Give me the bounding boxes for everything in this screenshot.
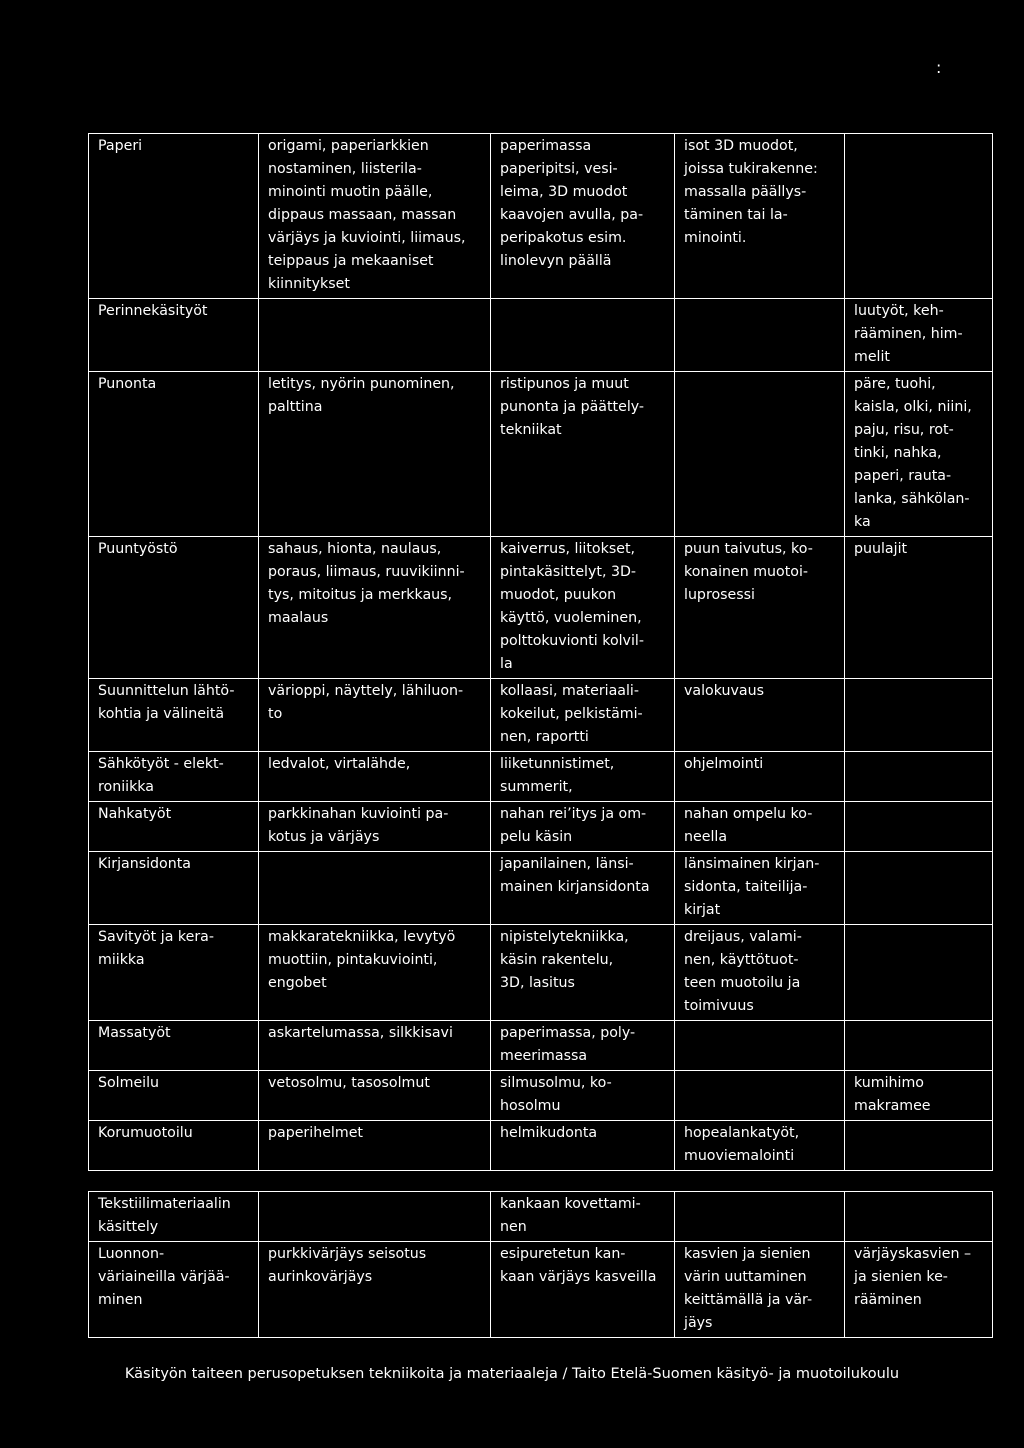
table-row bbox=[89, 1192, 993, 1242]
table-cell bbox=[845, 679, 993, 752]
table-row bbox=[89, 925, 993, 1021]
table-cell: esipuretetun kan- kaan värjäys kasveilla bbox=[491, 1242, 675, 1338]
table-cell: nahan ompelu ko- neella bbox=[675, 802, 845, 852]
table-row bbox=[89, 299, 993, 372]
table-gap bbox=[89, 1171, 993, 1192]
row-heading-cell: Massatyöt bbox=[89, 1021, 259, 1071]
row-heading-cell: Suunnittelun lähtö- kohtia ja välineitä bbox=[89, 679, 259, 752]
table-cell: ledvalot, virtalähde, bbox=[259, 752, 491, 802]
row-heading-cell: Tekstiilimateriaalin käsittely bbox=[89, 1192, 259, 1242]
page-footer: Käsityön taiteen perusopetuksen tekniikoita ja materiaaleja / Taito Etelä-Suomen käsityö- ja muotoilukoulu bbox=[124, 1366, 900, 1382]
table-cell: paperimassa paperipitsi, vesi- leima, 3D muodot kaavojen avulla, pa- peripakotus esim. linolevyn päällä bbox=[491, 134, 675, 299]
table-cell bbox=[259, 299, 491, 372]
table-row bbox=[89, 1121, 993, 1171]
corner-mark: : bbox=[936, 58, 942, 77]
table-gap-cell bbox=[89, 1171, 993, 1192]
table-cell bbox=[259, 852, 491, 925]
table-row bbox=[89, 1242, 993, 1338]
table-cell bbox=[845, 1021, 993, 1071]
row-heading-cell: Paperi bbox=[89, 134, 259, 299]
row-heading-cell: Solmeilu bbox=[89, 1071, 259, 1121]
table-cell bbox=[845, 134, 993, 299]
row-heading-cell: Kirjansidonta bbox=[89, 852, 259, 925]
table-cell: liiketunnistimet, summerit, bbox=[491, 752, 675, 802]
row-heading-cell: Perinnekäsityöt bbox=[89, 299, 259, 372]
table-cell bbox=[845, 1192, 993, 1242]
techniques-table bbox=[88, 133, 993, 1338]
table-cell: purkkivärjäys seisotus aurinkovärjäys bbox=[259, 1242, 491, 1338]
table-cell bbox=[675, 1021, 845, 1071]
row-heading-cell: Punonta bbox=[89, 372, 259, 537]
table-cell bbox=[675, 1192, 845, 1242]
table-cell bbox=[675, 372, 845, 537]
row-heading-cell: Korumuotoilu bbox=[89, 1121, 259, 1171]
table-cell: japanilainen, länsi- mainen kirjansidonta bbox=[491, 852, 675, 925]
table-cell: luutyöt, keh- rääminen, him- melit bbox=[845, 299, 993, 372]
table-cell: hopealankatyöt, muoviemalointi bbox=[675, 1121, 845, 1171]
table-cell: kaiverrus, liitokset, pintakäsittelyt, 3D- muodot, puukon käyttö, vuoleminen, polttokuvionti kolvil- la bbox=[491, 537, 675, 679]
table-cell: paperihelmet bbox=[259, 1121, 491, 1171]
row-heading-cell: Savityöt ja kera- miikka bbox=[89, 925, 259, 1021]
table-cell bbox=[845, 852, 993, 925]
table-cell: kumihimo makramee bbox=[845, 1071, 993, 1121]
table-row bbox=[89, 1071, 993, 1121]
table-cell: kankaan kovettami- nen bbox=[491, 1192, 675, 1242]
table-cell: isot 3D muodot, joissa tukirakenne: massalla päällys- täminen tai la- minointi. bbox=[675, 134, 845, 299]
row-heading-cell: Luonnon- väriaineilla värjää- minen bbox=[89, 1242, 259, 1338]
table-cell: värjäyskasvien – ja sienien ke- rääminen bbox=[845, 1242, 993, 1338]
table-cell bbox=[845, 802, 993, 852]
table-cell bbox=[845, 752, 993, 802]
table-cell bbox=[491, 299, 675, 372]
table-cell bbox=[675, 1071, 845, 1121]
table-cell: helmikudonta bbox=[491, 1121, 675, 1171]
table-row bbox=[89, 852, 993, 925]
table-cell: letitys, nyörin punominen, palttina bbox=[259, 372, 491, 537]
table-row bbox=[89, 537, 993, 679]
table-cell: länsimainen kirjan- sidonta, taiteilija- kirjat bbox=[675, 852, 845, 925]
row-heading-cell: Nahkatyöt bbox=[89, 802, 259, 852]
row-heading-cell: Sähkötyöt - elekt- roniikka bbox=[89, 752, 259, 802]
table-cell: puun taivutus, ko- konainen muotoi- luprosessi bbox=[675, 537, 845, 679]
row-heading-cell: Puuntyöstö bbox=[89, 537, 259, 679]
table-cell bbox=[845, 1121, 993, 1171]
table-cell: kasvien ja sienien värin uuttaminen keittämällä ja vär- jäys bbox=[675, 1242, 845, 1338]
table-row bbox=[89, 372, 993, 537]
table-cell: vetosolmu, tasosolmut bbox=[259, 1071, 491, 1121]
table-cell: nahan rei’itys ja om- pelu käsin bbox=[491, 802, 675, 852]
table-cell: silmusolmu, ko- hosolmu bbox=[491, 1071, 675, 1121]
table-cell: ohjelmointi bbox=[675, 752, 845, 802]
table-row bbox=[89, 134, 993, 299]
table-cell: ristipunos ja muut punonta ja päättely- tekniikat bbox=[491, 372, 675, 537]
table-row bbox=[89, 802, 993, 852]
table-cell: kollaasi, materiaali- kokeilut, pelkistämi- nen, raportti bbox=[491, 679, 675, 752]
table-cell: parkkinahan kuviointi pa- kotus ja värjäys bbox=[259, 802, 491, 852]
table-cell bbox=[675, 299, 845, 372]
table-cell bbox=[259, 1192, 491, 1242]
table-row bbox=[89, 752, 993, 802]
table-row bbox=[89, 1021, 993, 1071]
table-cell: dreijaus, valami- nen, käyttötuot- teen muotoilu ja toimivuus bbox=[675, 925, 845, 1021]
table-cell bbox=[845, 925, 993, 1021]
table-cell: makkaratekniikka, levytyö muottiin, pintakuviointi, engobet bbox=[259, 925, 491, 1021]
table-cell: paperimassa, poly- meerimassa bbox=[491, 1021, 675, 1071]
table-cell: origami, paperiarkkien nostaminen, liisterila- minointi muotin päälle, dippaus massaan, massan värjäys ja kuviointi, liimaus, teippaus ja mekaaniset kiinnitykset bbox=[259, 134, 491, 299]
table-row bbox=[89, 679, 993, 752]
table-cell: värioppi, näyttely, lähiluon- to bbox=[259, 679, 491, 752]
table-cell: askartelumassa, silkkisavi bbox=[259, 1021, 491, 1071]
table-cell: sahaus, hionta, naulaus, poraus, liimaus, ruuvikiinni- tys, mitoitus ja merkkaus, maalaus bbox=[259, 537, 491, 679]
table-cell: valokuvaus bbox=[675, 679, 845, 752]
table-cell: päre, tuohi, kaisla, olki, niini, paju, risu, rot- tinki, nahka, paperi, rauta- lanka, sähkölan- ka bbox=[845, 372, 993, 537]
table-cell: puulajit bbox=[845, 537, 993, 679]
table-cell: nipistelytekniikka, käsin rakentelu, 3D, lasitus bbox=[491, 925, 675, 1021]
